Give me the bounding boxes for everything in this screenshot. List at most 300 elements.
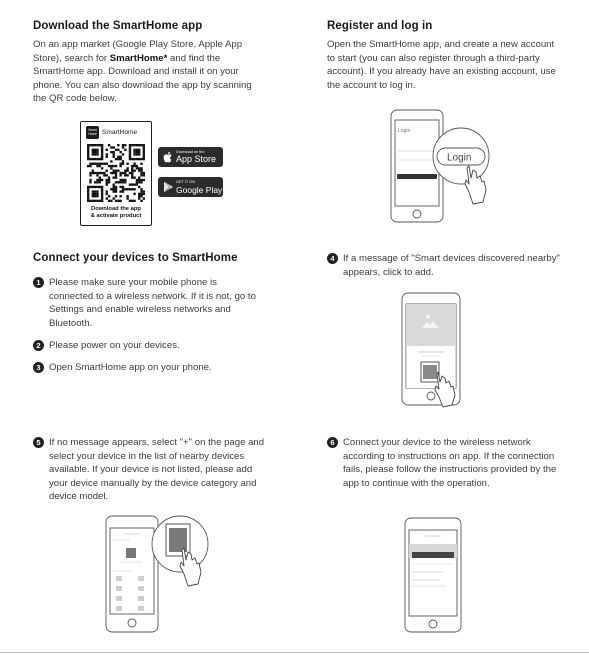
qr-module [99, 179, 101, 181]
qr-module [92, 153, 94, 155]
qr-module [99, 200, 101, 202]
qr-module [136, 179, 138, 181]
qr-module [92, 200, 94, 202]
card-caption-line-1: Download the app [91, 206, 141, 212]
qr-module [138, 181, 140, 183]
qr-module [87, 200, 89, 202]
qr-module [108, 181, 110, 183]
qr-module [94, 181, 96, 183]
qr-module [87, 190, 89, 192]
qr-module [94, 195, 96, 197]
qr-module [94, 144, 96, 146]
qr-module [131, 172, 133, 174]
qr-module [113, 176, 115, 178]
qr-module [113, 156, 115, 158]
connect-step-1 [33, 276, 263, 332]
card-brand: SmartHome [102, 129, 138, 136]
qr-module [115, 174, 117, 176]
qr-module [140, 188, 142, 190]
qr-module [89, 144, 91, 146]
qr-module [92, 195, 94, 197]
phone-discovered-illustration [396, 290, 476, 414]
qr-module [143, 156, 145, 158]
step-number-badge: 4 [327, 253, 338, 264]
qr-module [106, 149, 108, 151]
qr-module [117, 158, 119, 160]
qr-module [96, 158, 98, 160]
qr-module [115, 165, 117, 167]
qr-module [96, 165, 98, 167]
qr-module [106, 197, 108, 199]
qr-module [124, 181, 126, 183]
qr-module [131, 176, 133, 178]
qr-module [129, 146, 131, 148]
qr-module [115, 172, 117, 174]
qr-module [122, 190, 124, 192]
qr-module [117, 149, 119, 151]
qr-module [133, 176, 135, 178]
qr-module [92, 163, 94, 165]
qr-module [101, 179, 103, 181]
qr-module [136, 183, 138, 185]
qr-module [89, 200, 91, 202]
qr-module [92, 151, 94, 153]
qr-module [133, 170, 135, 172]
qr-module [122, 146, 124, 148]
qr-module [101, 172, 103, 174]
qr-module [92, 170, 94, 172]
googleplay-big-text: Google Play [176, 184, 223, 195]
qr-module [115, 200, 117, 202]
qr-module [108, 200, 110, 202]
qr-module [113, 190, 115, 192]
qr-module [96, 179, 98, 181]
qr-module [133, 158, 135, 160]
phone-add-device-illustration [102, 510, 222, 638]
qr-module [106, 156, 108, 158]
qr-module [113, 151, 115, 153]
step-number-badge: 2 [33, 340, 44, 351]
qr-module [94, 200, 96, 202]
qr-module [122, 160, 124, 162]
googleplay-small-text: GET IT ON [176, 180, 195, 184]
qr-module [124, 188, 126, 190]
qr-module [124, 179, 126, 181]
qr-module [87, 165, 89, 167]
qr-module [101, 153, 103, 155]
qr-module [138, 179, 140, 181]
qr-module [124, 174, 126, 176]
qr-module [143, 172, 145, 174]
qr-module [87, 197, 89, 199]
qr-module [101, 197, 103, 199]
qr-module [113, 153, 115, 155]
qr-module [115, 149, 117, 151]
qr-module [129, 172, 131, 174]
qr-module [94, 193, 96, 195]
qr-module [101, 144, 103, 146]
qr-module [129, 188, 131, 190]
qr-module [140, 158, 142, 160]
qr-module [138, 193, 140, 195]
qr-module [122, 186, 124, 188]
qr-module [131, 174, 133, 176]
qr-module [129, 158, 131, 160]
qr-module [143, 179, 145, 181]
qr-module [99, 176, 101, 178]
qr-module [94, 151, 96, 153]
qr-module [133, 151, 135, 153]
qr-module [140, 170, 142, 172]
qr-module [117, 156, 119, 158]
qr-module [113, 170, 115, 172]
qr-module [108, 195, 110, 197]
qr-module [140, 190, 142, 192]
qr-module [131, 158, 133, 160]
step-6 [327, 436, 562, 506]
connect-step-3 [33, 361, 263, 375]
qr-module [108, 165, 110, 167]
qr-module [138, 144, 140, 146]
qr-module [140, 172, 142, 174]
qr-module [99, 186, 101, 188]
qr-module [96, 172, 98, 174]
qr-module [89, 165, 91, 167]
qr-module [106, 153, 108, 155]
qr-module [96, 181, 98, 183]
qr-module [126, 197, 128, 199]
qr-module [140, 193, 142, 195]
qr-module [131, 165, 133, 167]
qr-module [89, 179, 91, 181]
qr-module [138, 197, 140, 199]
qr-module [131, 183, 133, 185]
qr-module [119, 200, 121, 202]
qr-module [119, 151, 121, 153]
qr-module [108, 179, 110, 181]
qr-module [136, 165, 138, 167]
qr-module [113, 186, 115, 188]
qr-module [106, 183, 108, 185]
connect-step-1-text: Please make sure your mobile phone is connected to a wireless network. If it is not, go to Settings and enable wireless networks and Bluetooth. [49, 277, 256, 329]
qr-module [138, 149, 140, 151]
qr-module [101, 193, 103, 195]
qr-module [115, 176, 117, 178]
qr-module [124, 149, 126, 151]
qr-module [133, 183, 135, 185]
qr-module [140, 167, 142, 169]
register-title: Register and log in [327, 20, 433, 32]
qr-module [101, 151, 103, 153]
qr-module [122, 188, 124, 190]
download-text-part-2: and find the SmartHome app. Download and install it on your phone. You can also download the app by scanning the QR code below. [33, 52, 252, 105]
qr-module [96, 186, 98, 188]
qr-module [119, 195, 121, 197]
qr-module [101, 149, 103, 151]
qr-module [138, 151, 140, 153]
qr-module [129, 200, 131, 202]
qr-module [113, 172, 115, 174]
qr-module [115, 186, 117, 188]
qr-module [126, 163, 128, 165]
qr-module [99, 163, 101, 165]
qr-module [87, 193, 89, 195]
qr-module [96, 151, 98, 153]
qr-module [106, 193, 108, 195]
appstore-big-text: App Store [176, 154, 217, 164]
qr-module [110, 200, 112, 202]
qr-module [119, 181, 121, 183]
qr-module [138, 195, 140, 197]
qr-module [106, 181, 108, 183]
google-play-icon [163, 181, 173, 193]
qr-module [140, 181, 142, 183]
qr-module [115, 190, 117, 192]
qr-module [119, 172, 121, 174]
qr-module [108, 144, 110, 146]
step-4-text: If a message of "Smart devices discovered nearby" appears, click to add. [343, 253, 560, 278]
qr-module [136, 181, 138, 183]
qr-module [133, 188, 135, 190]
qr-module [94, 172, 96, 174]
download-text-part-1: On an app market (Google Play Store, Apple App Store), search for [33, 39, 243, 64]
qr-module [92, 186, 94, 188]
qr-module [119, 158, 121, 160]
qr-module [106, 170, 108, 172]
qr-module [126, 188, 128, 190]
qr-module [89, 163, 91, 165]
qr-module [94, 153, 96, 155]
qr-module [87, 186, 89, 188]
qr-module [115, 158, 117, 160]
qr-module [96, 163, 98, 165]
screen-login-button[interactable] [397, 174, 437, 179]
qr-module [115, 195, 117, 197]
apple-icon [163, 151, 173, 163]
qr-module [140, 163, 142, 165]
qr-module [131, 144, 133, 146]
connect-step-2 [33, 339, 263, 353]
qr-module [124, 144, 126, 146]
app-name-bold: SmartHome* [109, 52, 168, 64]
qr-module [115, 170, 117, 172]
qr-module [92, 158, 94, 160]
qr-module [96, 193, 98, 195]
qr-module [110, 172, 112, 174]
login-zoom-circle [433, 128, 489, 184]
qr-module [101, 190, 103, 192]
app-store-badge[interactable] [158, 147, 223, 167]
qr-module [117, 170, 119, 172]
qr-module [143, 158, 145, 160]
qr-module [138, 170, 140, 172]
qr-module [96, 153, 98, 155]
qr-module [119, 174, 121, 176]
qr-module [133, 153, 135, 155]
download-title: Download the SmartHome app [33, 20, 203, 32]
qr-module [143, 153, 145, 155]
qr-module [101, 188, 103, 190]
qr-module [115, 181, 117, 183]
qr-module [113, 188, 115, 190]
qr-module [87, 144, 89, 146]
qr-module [110, 160, 112, 162]
qr-module [92, 144, 94, 146]
qr-module [99, 181, 101, 183]
qr-module [96, 195, 98, 197]
phone-icon [106, 516, 158, 632]
qr-module [119, 190, 121, 192]
qr-module [122, 172, 124, 174]
step-5 [33, 436, 268, 506]
qr-module [101, 156, 103, 158]
qr-module [138, 167, 140, 169]
qr-module [108, 176, 110, 178]
qr-module [99, 172, 101, 174]
qr-module [103, 163, 105, 165]
qr-module [133, 163, 135, 165]
qr-module [101, 146, 103, 148]
qr-module [122, 179, 124, 181]
connect-step-3-text: Open SmartHome app on your phone. [49, 362, 212, 373]
qr-module [87, 153, 89, 155]
phone-instructions-illustration [400, 514, 466, 638]
qr-module [133, 149, 135, 151]
qr-module [126, 170, 128, 172]
qr-module [133, 144, 135, 146]
qr-module [143, 193, 145, 195]
step-number-badge: 5 [33, 437, 44, 448]
qr-module [94, 190, 96, 192]
qr-module [94, 158, 96, 160]
qr-module [96, 190, 98, 192]
connect-title: Connect your devices to SmartHome [33, 252, 238, 264]
qr-module [129, 149, 131, 151]
qr-module [87, 149, 89, 151]
qr-module [87, 158, 89, 160]
qr-module [129, 156, 131, 158]
qr-module [87, 156, 89, 158]
qr-module [143, 174, 145, 176]
qr-module [110, 146, 112, 148]
qr-module [110, 165, 112, 167]
download-text [33, 38, 265, 106]
qr-module [143, 146, 145, 148]
zoom-login-label: Login [447, 152, 472, 164]
qr-module [103, 172, 105, 174]
register-text: Open the SmartHome app, and create a new account to start (you can also register through a third-party account). If you already have an existing account, use the account to log in. [327, 39, 556, 91]
qr-module [87, 195, 89, 197]
qr-module [129, 144, 131, 146]
logo-line-1: Smart [88, 128, 97, 132]
device-zoom-circle [152, 516, 208, 572]
phone-login-illustration [385, 108, 505, 226]
qr-module [140, 174, 142, 176]
qr-module [126, 195, 128, 197]
qr-module [138, 186, 140, 188]
qr-module [136, 151, 138, 153]
qr-module [110, 188, 112, 190]
qr-module [143, 197, 145, 199]
qr-module [101, 200, 103, 202]
qr-module [129, 183, 131, 185]
device-category-grid [116, 576, 144, 611]
qr-module [140, 195, 142, 197]
qr-module [115, 188, 117, 190]
qr-module [103, 174, 105, 176]
qr-module [87, 146, 89, 148]
qr-module [117, 144, 119, 146]
qr-module [92, 172, 94, 174]
qr-module [96, 200, 98, 202]
qr-module [106, 190, 108, 192]
qr-module [136, 158, 138, 160]
connect-step-2-text: Please power on your devices. [49, 340, 180, 351]
google-play-badge[interactable] [158, 177, 223, 197]
qr-module [119, 163, 121, 165]
qr-module [143, 149, 145, 151]
qr-module [143, 190, 145, 192]
qr-module [133, 193, 135, 195]
qr-module [131, 167, 133, 169]
qr-module [94, 163, 96, 165]
qr-module [122, 163, 124, 165]
qr-module [126, 174, 128, 176]
qr-module [106, 163, 108, 165]
qr-module [143, 151, 145, 153]
qr-module [138, 153, 140, 155]
qr-module [96, 144, 98, 146]
qr-module [131, 188, 133, 190]
qr-module [131, 200, 133, 202]
qr-module [101, 158, 103, 160]
qr-card [80, 121, 152, 226]
qr-module [122, 144, 124, 146]
qr-module [119, 179, 121, 181]
qr-module [99, 165, 101, 167]
qr-module [143, 144, 145, 146]
qr-module [140, 179, 142, 181]
qr-module [89, 158, 91, 160]
qr-module [113, 183, 115, 185]
qr-module [92, 190, 94, 192]
qr-module [119, 156, 121, 158]
qr-module [133, 200, 135, 202]
qr-code-icon[interactable] [87, 144, 145, 202]
qr-module [129, 153, 131, 155]
qr-module [101, 186, 103, 188]
qr-module [136, 149, 138, 151]
qr-module [94, 149, 96, 151]
qr-module [106, 179, 108, 181]
qr-module [94, 186, 96, 188]
qr-module [92, 149, 94, 151]
qr-module [101, 163, 103, 165]
qr-module [89, 174, 91, 176]
qr-module [110, 151, 112, 153]
qr-module [136, 167, 138, 169]
qr-module [133, 165, 135, 167]
qr-module [131, 170, 133, 172]
qr-module [106, 174, 108, 176]
logo-line-2: Home [88, 132, 97, 136]
qr-module [89, 172, 91, 174]
qr-module [99, 158, 101, 160]
qr-module [110, 167, 112, 169]
qr-module [129, 151, 131, 153]
screen-login-label: Login [398, 128, 411, 134]
qr-module [113, 165, 115, 167]
